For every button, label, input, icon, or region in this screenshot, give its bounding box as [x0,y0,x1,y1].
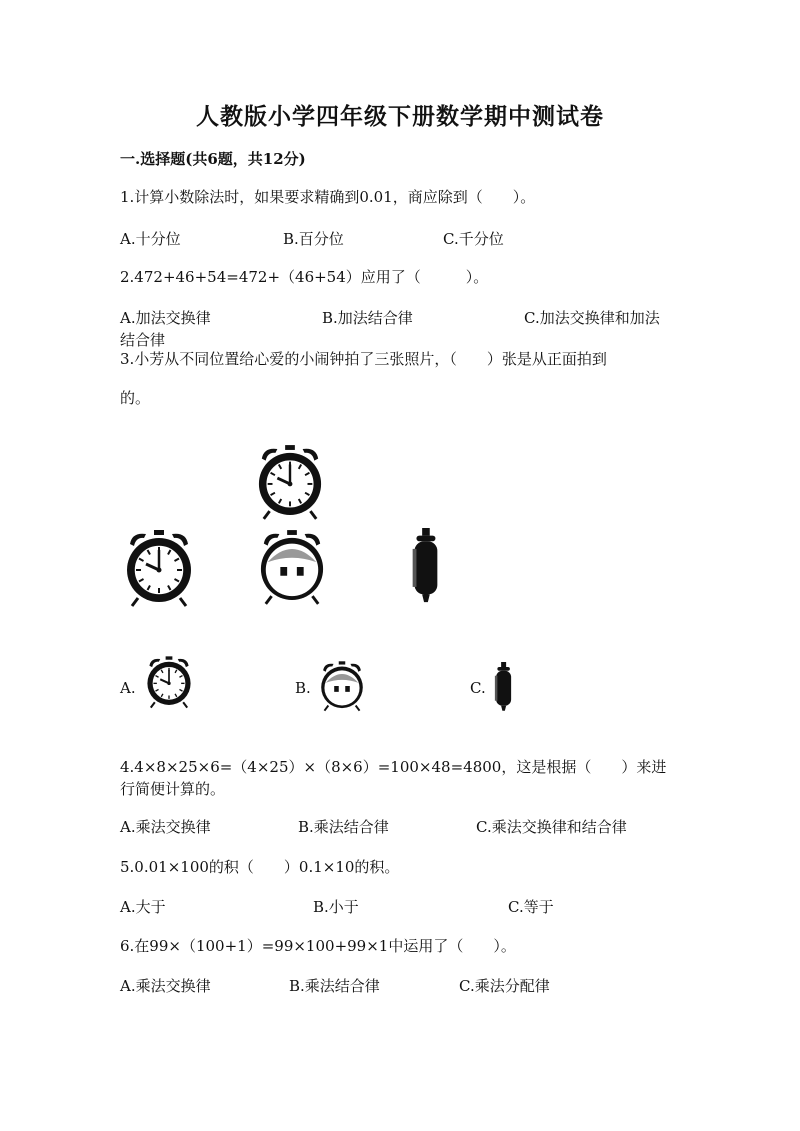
question-5-option-b[interactable]: B.小于 [313,898,359,916]
alarm-clock-front-icon[interactable] [142,655,196,709]
question-4-option-a[interactable]: A.乘法交换律 [120,818,211,836]
question-5-option-c[interactable]: C.等于 [508,898,554,916]
question-6-stem: 6.在99×（100+1）=99×100+99×1中运用了（ ）。 [120,937,516,955]
question-2-option-c[interactable]: C.加法交换律和加法结合律 [120,309,660,349]
question-2-option-a[interactable]: A.加法交换律 [120,309,211,327]
alarm-clock-back-icon[interactable] [318,660,366,712]
question-2-stem: 2.472+46+54=472+（46+54）应用了（ ）。 [120,268,489,286]
question-6-option-b[interactable]: B.乘法结合律 [289,977,380,995]
question-3-option-b[interactable]: B. [295,679,311,697]
question-6-option-a[interactable]: A.乘法交换律 [120,977,211,995]
question-5-option-a[interactable]: A.大于 [120,898,166,916]
question-1-option-c[interactable]: C.千分位 [443,230,504,248]
section-heading: 一.选择题(共6题，共12分) [120,150,306,168]
question-3-option-a[interactable]: A. [120,679,136,697]
question-3-stem-line1: 3.小芳从不同位置给心爱的小闹钟拍了三张照片，（ ）张是从正面拍到 [120,350,607,368]
alarm-clock-back-icon [258,528,326,606]
alarm-clock-front-icon [124,528,194,608]
page-title: 人教版小学四年级下册数学期中测试卷 [196,103,604,130]
question-1-stem: 1.计算小数除法时，如果要求精确到0.01，商应除到（ ）。 [120,188,536,206]
question-2-option-b[interactable]: B.加法结合律 [322,309,413,327]
question-3-stem-line2: 的。 [120,389,151,407]
alarm-clock-front-icon [256,443,324,521]
question-5-stem: 5.0.01×100的积（ ）0.1×10的积。 [120,858,400,876]
question-4-option-b[interactable]: B.乘法结合律 [298,818,389,836]
question-1-option-a[interactable]: A.十分位 [120,230,181,248]
alarm-clock-side-icon [410,528,440,604]
question-1-option-b[interactable]: B.百分位 [283,230,344,248]
question-4-stem: 4.4×8×25×6=（4×25）×（8×6）=100×48=4800，这是根据（ ）来进行简便计算的。 [120,758,667,798]
question-4-option-c[interactable]: C.乘法交换律和结合律 [476,818,627,836]
question-3-option-c[interactable]: C. [470,679,486,697]
alarm-clock-side-icon[interactable] [492,662,514,712]
question-6-option-c[interactable]: C.乘法分配律 [459,977,550,995]
